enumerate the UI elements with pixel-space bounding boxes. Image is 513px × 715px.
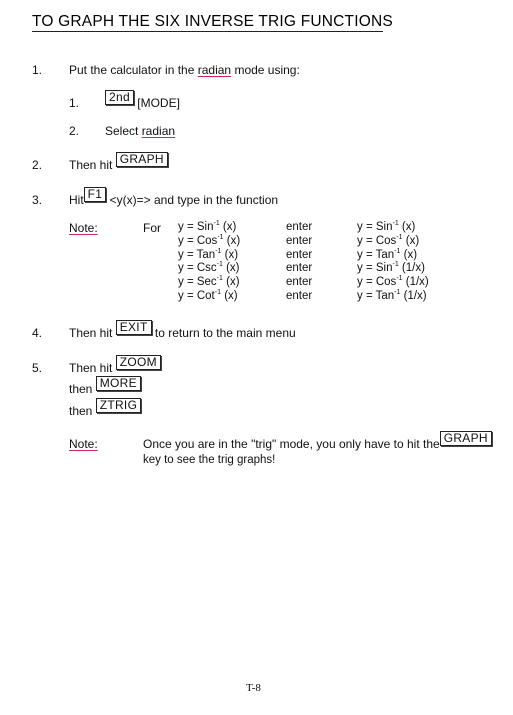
step-5-then-more: then MORE [69,382,141,397]
equivalent-function-list [357,221,429,304]
title-underline [32,31,383,32]
radian-link: radian [197,63,232,77]
equiv-row: y = Tan$^{-1}$ (1/x) [357,289,427,302]
key-graph: GRAPH [116,152,168,167]
func-row: y = Csc$^{-1}$ (x) [178,261,240,275]
step-2-text: Then hit GRAPH [69,158,168,173]
note-2-line-2: key to see the trig graphs! [143,454,276,466]
key-exit: EXIT [116,320,152,335]
step-1-number: 1. [32,63,43,77]
step-2-number: 2. [32,158,43,172]
key-ztrig: ZTRIG [96,398,142,413]
equiv-row: y = Cos$^{-1}$ (x) [357,233,420,247]
equiv-row: y = Cos$^{-1}$ (1/x) [357,275,429,289]
key-zoom: ZOOM [116,355,161,370]
func-row: y = Cos$^{-1}$ (x) [178,233,241,247]
step-3-text: Hit F1 <y(x)=> and type in the function [69,187,279,207]
substep-1-number: 1. [69,96,80,110]
note-2-label: Note: [69,437,98,451]
radian-link-2: radian [141,124,176,138]
func-row: y = Sin$^{-1}$ (x) [178,220,237,233]
enter-column: enter enter enter enter enter enter [286,221,313,302]
note-1-label: Note: [69,221,98,235]
substep-2-text: Select radian [105,124,176,138]
step-4-number: 4. [32,326,43,340]
step-1-text: Put the calculator in the radian mode using: [69,63,300,77]
key-graph-2: GRAPH [440,431,492,446]
inverse-function-list [178,221,240,304]
note-1-for: For [143,221,161,235]
substep-2-number: 2. [69,124,80,138]
note-2-line-1: Once you are in the "trig" mode, you only have to hit the GRAPH [143,437,492,452]
step-5-then-ztrig: then ZTRIG [69,404,141,419]
step-5-text: Then hit ZOOM [69,361,161,376]
equiv-row: y = Sin$^{-1}$ (x) [357,220,416,233]
key-f1: F1 [84,187,107,202]
step-4-text: Then hit EXIT to return to the main menu [69,320,296,340]
step-3-number: 3. [32,193,43,207]
step-5-number: 5. [32,361,43,375]
equiv-row: y = Sin$^{-1}$ (1/x) [357,261,425,275]
page-number: T-8 [246,682,261,694]
func-row: y = Sec$^{-1}$ (x) [178,275,240,289]
substep-1-text: 2nd [MODE] [105,96,180,111]
key-more: MORE [96,376,141,391]
key-2nd: 2nd [105,90,134,105]
func-row: y = Tan$^{-1}$ (x) [178,247,239,261]
func-row: y = Cot$^{-1}$ (x) [178,289,238,302]
equiv-row: y = Tan$^{-1}$ (x) [357,247,418,261]
page-title: TO GRAPH THE SIX INVERSE TRIG FUNCTIONS [32,13,393,30]
